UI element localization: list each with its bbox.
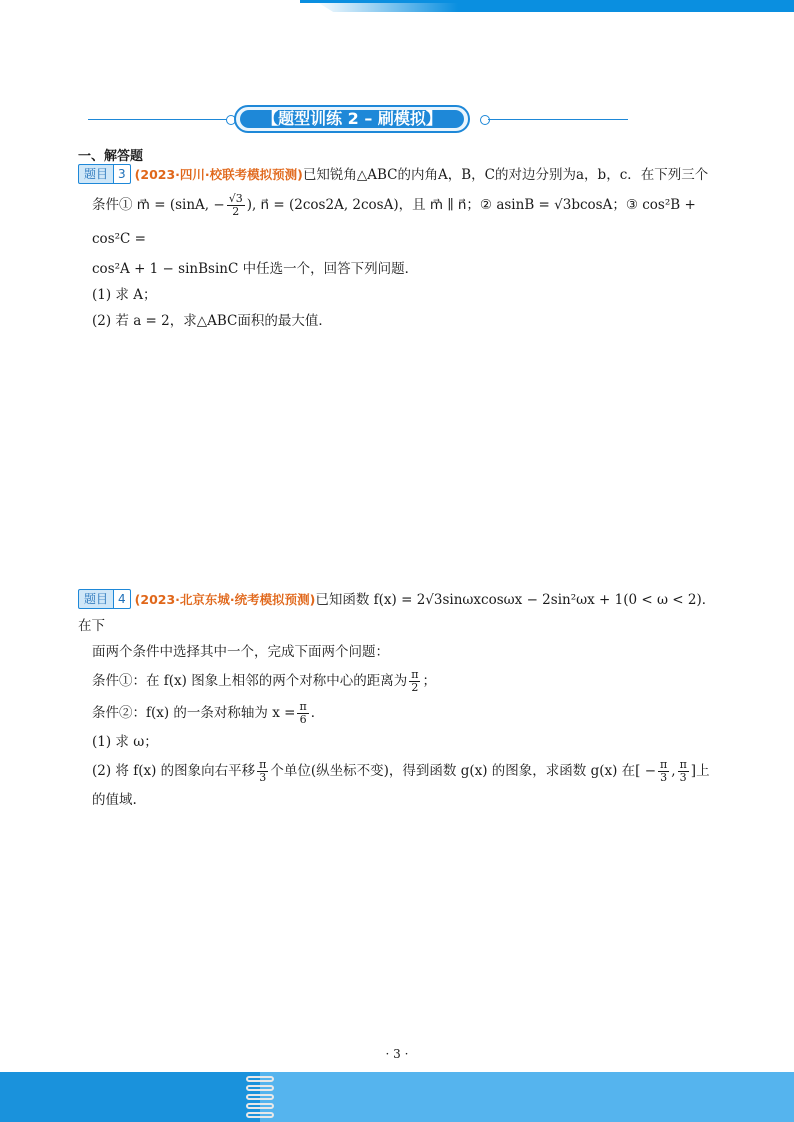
banner-title: 【题型训练 2 – 刷模拟】	[240, 110, 464, 128]
fraction-pi-over-3: $\frac{\pi}{3}$	[660, 758, 668, 784]
section-banner	[88, 104, 628, 136]
problem-intro: 已知函数 f(x) = 2√3sinωxcosωx − 2sin²ωx + 1(0 < ω < 2)．在下	[78, 592, 716, 634]
page-number: · 3 ·	[385, 1047, 409, 1061]
tag-label: 题目	[78, 589, 114, 609]
spiral-binding-icon	[246, 1072, 276, 1122]
tag-number: 3	[114, 164, 131, 184]
problem-source: (2023·四川·校联考模拟预测)	[134, 167, 303, 182]
question-2-line-2: 的值域.	[92, 792, 137, 808]
problem-tag	[78, 589, 131, 607]
problem-intro: 已知锐角△ABC的内角A，B，C的对边分别为a，b，c．在下列三个	[302, 167, 709, 183]
problem-line-2: 面两个条件中选择其中一个，完成下面两个问题：	[92, 644, 389, 660]
condition-line-start: 条件① m⃗ = (sinA, −	[92, 197, 225, 213]
problem-source: (2023·北京东城·统考模拟预测)	[134, 592, 316, 607]
condition-line-end: ), n⃗ = (2cos2A, 2cosA)，且 m⃗ ∥ n⃗；② asinB = √3bcosA；③ cos²B + cos²C =	[92, 197, 696, 247]
problem-tag	[78, 164, 131, 182]
problem-4: 题目 4 (2023·北京东城·统考模拟预测)已知函数 f(x) = 2√3sinωxcosωx − 2sin²ωx + 1(0 < ω < 2)．在下 面两个条件中选择其中一个，完成下面两个问题： 条件①：在 f(x) 图象上相邻的两个对称中心的距离为 $\frac{\pi}{2}$ ； 条件②：f(x) 的一条对称轴为 x = $\frac{\pi}{6}$ ． (1) 求 ω； (2) 将 f(x) 的图象向右平移 $\frac{\pi}{3}$ 个单位(纵坐标不变)，得到函数 g(x) 的图象，求函数 g(x) 在[ − $\frac{\pi}{3}$ , $\frac{\pi}{3}$ ]上 的值域.	[78, 587, 718, 813]
tag-number: 4	[114, 589, 131, 609]
banner-dot-right	[480, 115, 490, 125]
question-2-text: (2) 将 f(x) 的图象向右平移	[92, 763, 256, 779]
question-1: (1) 求 A；	[92, 287, 157, 303]
fraction-pi-over-2: $\frac{\pi}{2}$	[411, 668, 419, 694]
banner-line-left	[88, 119, 228, 120]
question-2: (2) 若 a = 2，求△ABC面积的最大值．	[92, 313, 332, 329]
question-1: (1) 求 ω；	[92, 734, 158, 750]
section-title: 一、解答题	[78, 149, 144, 164]
top-accent-bar	[314, 0, 794, 12]
interval-open: [ −	[635, 763, 657, 779]
footer-bar	[0, 1072, 794, 1122]
fraction-pi-over-3: $\frac{\pi}{3}$	[259, 758, 267, 784]
problem-3	[78, 162, 718, 334]
top-decoration	[300, 0, 794, 12]
banner-pill	[234, 105, 470, 133]
fraction-pi-over-3: $\frac{\pi}{3}$	[679, 758, 687, 784]
fraction-pi-over-6: $\frac{\pi}{6}$	[299, 700, 307, 726]
fraction-sqrt3-over-2: $\frac{√3}{2}$	[228, 192, 243, 218]
interval-close: ]	[690, 763, 697, 779]
footer-light-band	[260, 1072, 794, 1122]
condition-2-text: 条件②：f(x) 的一条对称轴为 x =	[92, 705, 296, 721]
tag-label: 题目	[78, 164, 114, 184]
banner-line-right	[488, 119, 628, 120]
condition-line-3: cos²A + 1 − sinBsinC 中任选一个，回答下列问题．	[92, 261, 419, 277]
condition-1-text: 条件①：在 f(x) 图象上相邻的两个对称中心的距离为	[92, 673, 408, 689]
